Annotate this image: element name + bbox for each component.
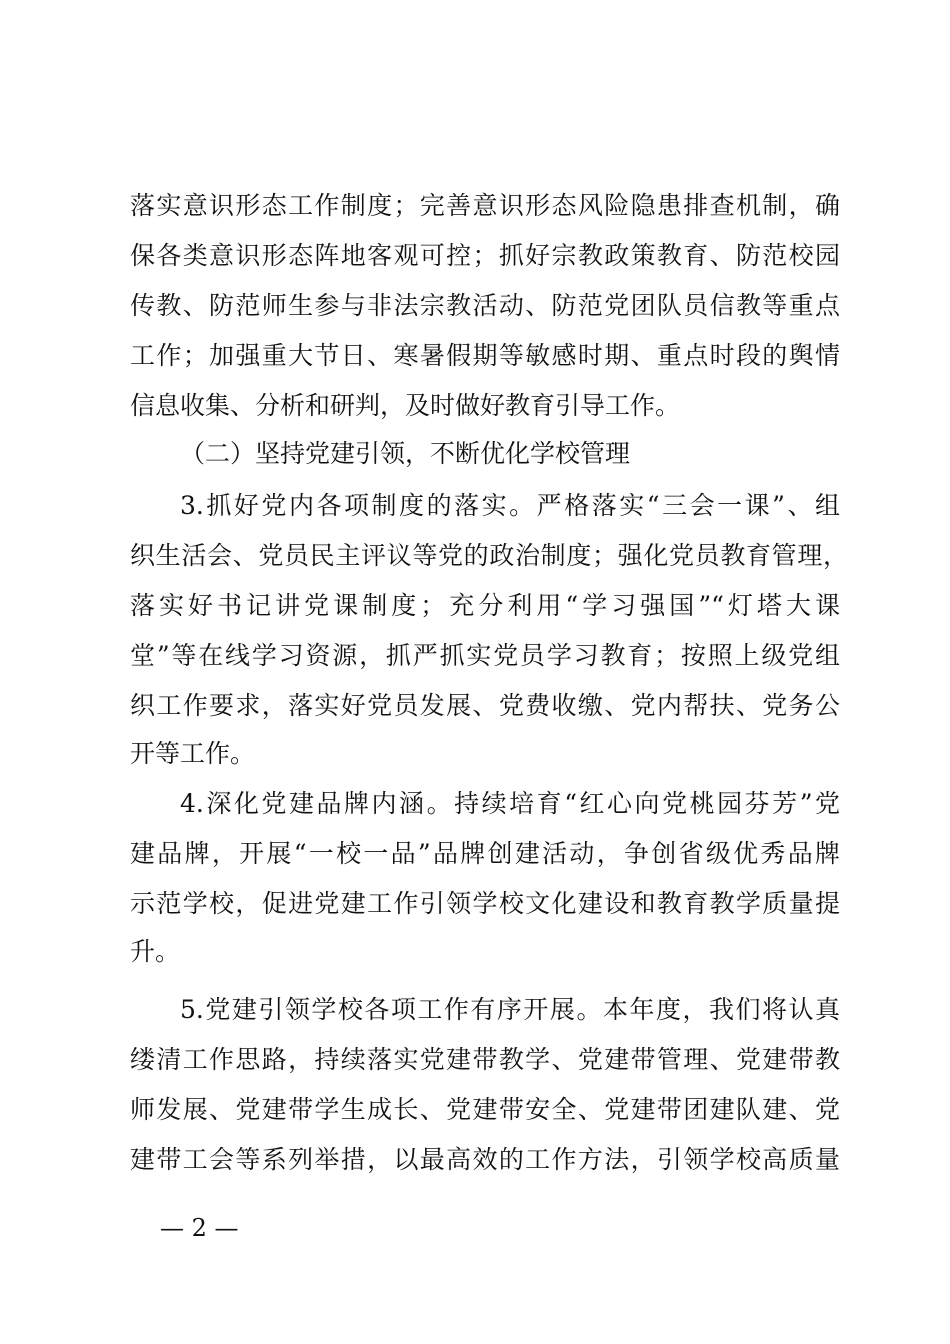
paragraph-5-line-1: 5.党建引领学校各项工作有序开展。本年度，我们将认真 (180, 995, 840, 1024)
paragraph-4-line-1: 4.深化党建品牌内涵。持续培育“红心向党桃园芬芳”党 (180, 789, 840, 818)
page-number: — 2 — (160, 1214, 239, 1242)
paragraph-3-line-4: 堂”等在线学习资源，抓严抓实党员学习教育；按照上级党组 (130, 641, 840, 670)
paragraph-3-line-6: 开等工作。 (130, 739, 256, 768)
paragraph-1-line-1: 落实意识形态工作制度；完善意识形态风险隐患排查机制，确 (130, 191, 840, 220)
section-heading: （二）坚持党建引领，不断优化学校管理 (180, 439, 631, 468)
paragraph-1-line-5: 信息收集、分析和研判，及时做好教育引导工作。 (130, 391, 681, 420)
paragraph-3-line-5: 织工作要求，落实好党员发展、党费收缴、党内帮扶、党务公 (130, 691, 840, 720)
paragraph-5-line-3: 师发展、党建带学生成长、党建带安全、党建带团建队建、党 (130, 1095, 840, 1124)
paragraph-4-line-3: 示范学校，促进党建工作引领学校文化建设和教育教学质量提 (130, 889, 840, 918)
paragraph-1-line-4: 工作；加强重大节日、寒暑假期等敏感时期、重点时段的舆情 (130, 341, 840, 370)
paragraph-1-line-3: 传教、防范师生参与非法宗教活动、防范党团队员信教等重点 (130, 291, 840, 320)
paragraph-4-line-4: 升。 (130, 937, 181, 966)
paragraph-3-line-2: 织生活会、党员民主评议等党的政治制度；强化党员教育管理， (130, 541, 848, 570)
paragraph-5-line-2: 缕清工作思路，持续落实党建带教学、党建带管理、党建带教 (130, 1045, 840, 1074)
paragraph-4-line-2: 建品牌，开展“一校一品”品牌创建活动，争创省级优秀品牌 (130, 839, 840, 868)
paragraph-3-line-1: 3.抓好党内各项制度的落实。严格落实“三会一课”、组 (180, 491, 840, 520)
paragraph-5-line-4: 建带工会等系列举措，以最高效的工作方法，引领学校高质量 (130, 1145, 840, 1174)
paragraph-3-line-3: 落实好书记讲党课制度；充分利用“学习强国”“灯塔大课 (130, 591, 840, 620)
paragraph-1-line-2: 保各类意识形态阵地客观可控；抓好宗教政策教育、防范校园 (130, 241, 840, 270)
